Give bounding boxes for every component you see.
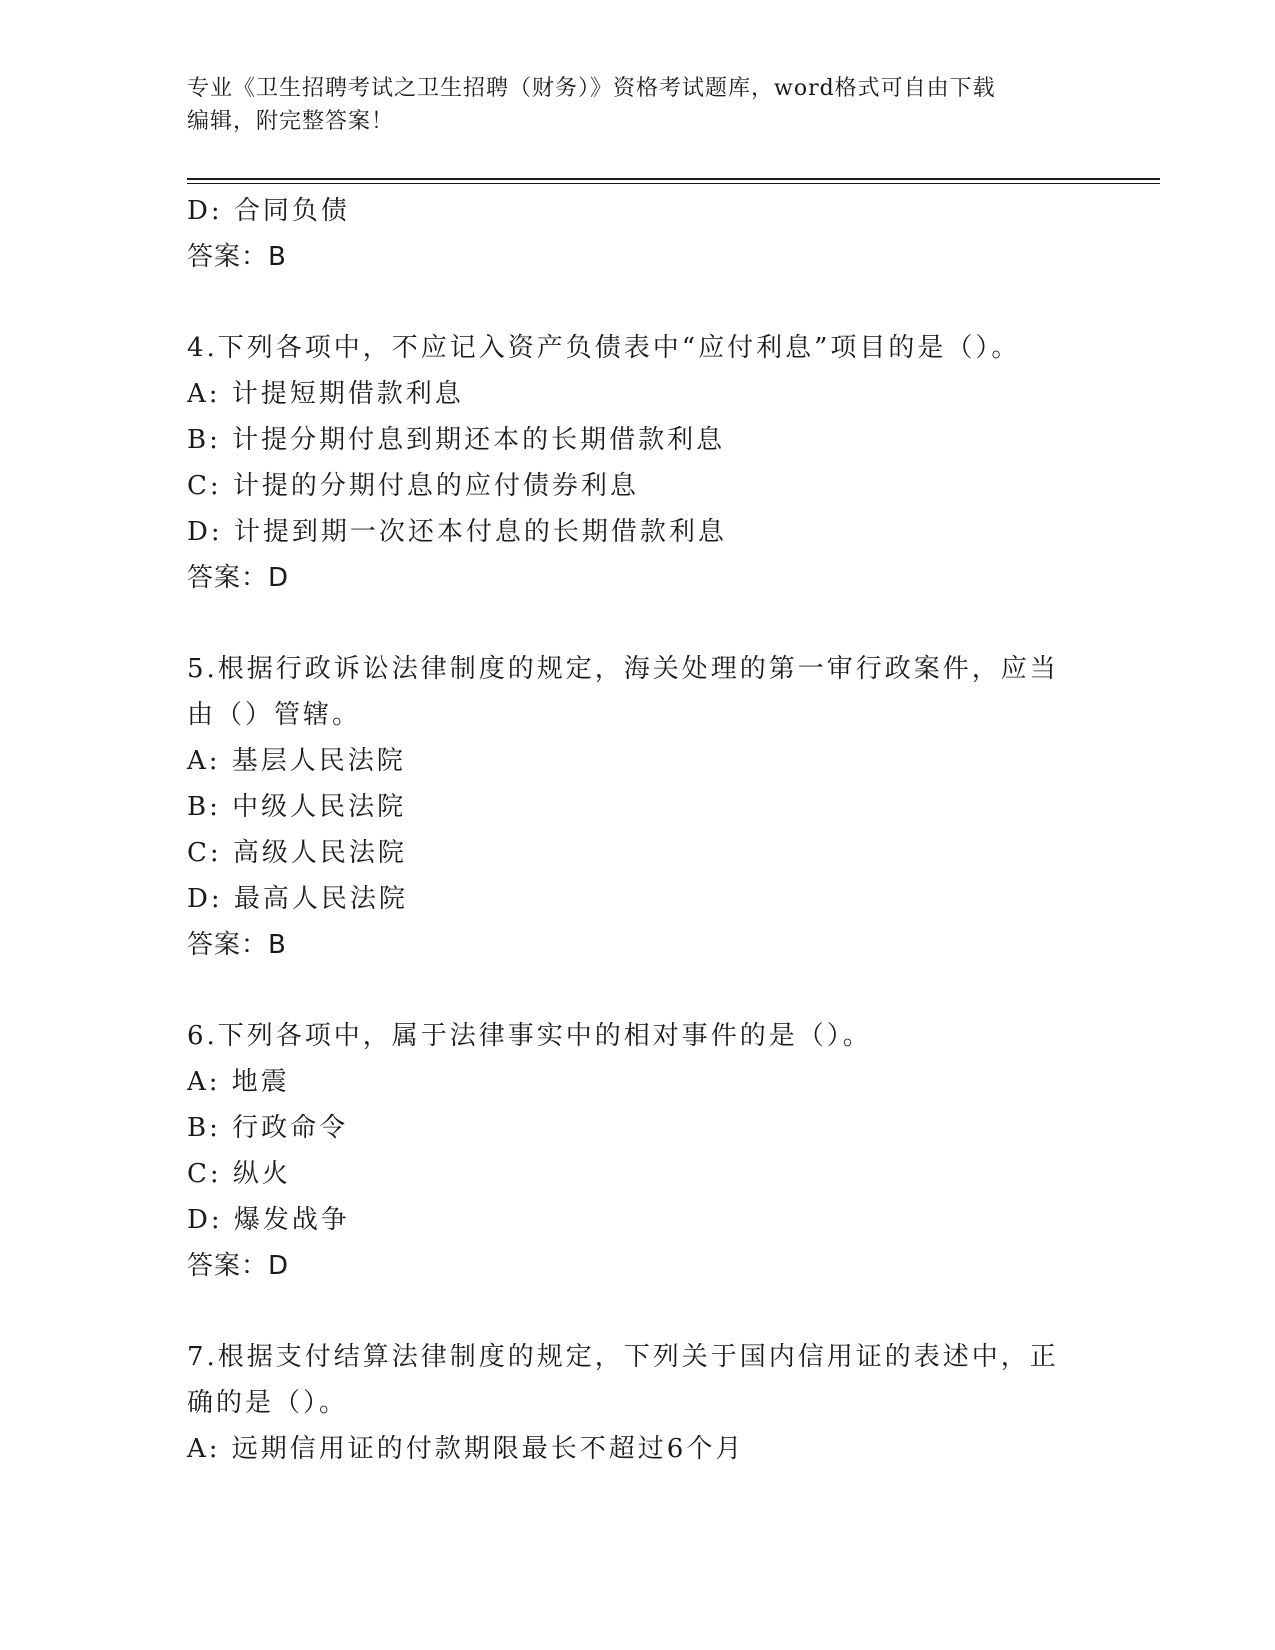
answer-line: 答案：D [187,1251,290,1281]
option-c: C: 纵火 [187,1159,291,1189]
question-stem: 7.根据支付结算法律制度的规定，下列关于国内信用证的表述中，正 [187,1342,1059,1372]
option-b: B: 中级人民法院 [187,792,407,822]
question-stem-continued: 确的是（）。 [187,1388,349,1418]
question-block-7 [187,1334,1087,1472]
question-stem: 4.下列各项中，不应记入资产负债表中“应付利息”项目的是（）。 [187,333,1021,363]
question-stem: 5.根据行政诉讼法律制度的规定，海关处理的第一审行政案件，应当 [187,654,1059,684]
header-line-2: 编辑，附完整答案！ [187,109,395,134]
option-a: A: 远期信用证的付款期限最长不超过6个月 [187,1434,745,1464]
answer-line: 答案：D [187,563,290,593]
option-d: D: 合同负债 [187,196,350,226]
answer-line: 答案：B [187,930,287,960]
header-divider-thick [187,178,1160,180]
option-c: C: 高级人民法院 [187,838,407,868]
option-d: D: 计提到期一次还本付息的长期借款利息 [187,517,727,547]
option-a: A: 基层人民法院 [187,746,406,776]
option-c: C: 计提的分期付息的应付债券利息 [187,471,639,501]
option-a: A: 计提短期借款利息 [187,379,464,409]
header-divider-thin [187,183,1160,184]
document-header [187,72,1087,138]
question-block-5 [187,646,1087,968]
option-b: B: 行政命令 [187,1113,349,1143]
question-stem-continued: 由（）管辖。 [187,700,362,730]
answer-line: 答案：B [187,242,287,272]
header-line-1: 专业《卫生招聘考试之卫生招聘（财务）》资格考试题库，word格式可自由下载 [187,76,996,101]
option-d: D: 爆发战争 [187,1205,350,1235]
question-stem: 6.下列各项中，属于法律事实中的相对事件的是（）。 [187,1021,872,1051]
question-block-4 [187,325,1087,601]
question-content [187,188,1087,1472]
option-b: B: 计提分期付息到期还本的长期借款利息 [187,425,726,455]
question-block-6 [187,1013,1087,1289]
option-a: A: 地震 [187,1067,290,1097]
option-d: D: 最高人民法院 [187,884,408,914]
